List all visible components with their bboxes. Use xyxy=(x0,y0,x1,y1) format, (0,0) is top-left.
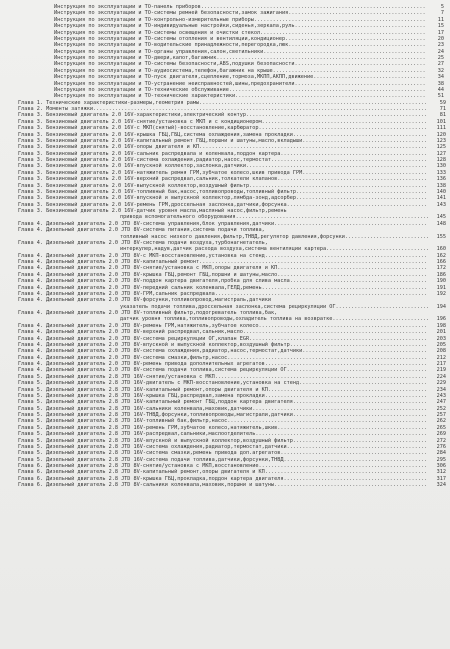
toc-entry-title: Глава 3. Бензиновый двигатель 2.0 16V-характеристики,электрический контур xyxy=(18,112,246,119)
toc-entry-page: 143 xyxy=(436,201,446,208)
toc-entry-title: Инструкция по эксплуатации и ТО-технические обслуживание xyxy=(54,86,229,93)
toc-entry-title: Глава 3. Бензиновый двигатель 2.0 16V-с МКП(снятый)-восстановление,карбюратор xyxy=(18,125,259,132)
toc-entry-page: 162 xyxy=(436,252,446,259)
toc-entry-page: 212 xyxy=(436,354,446,361)
toc-entry-page: 276 xyxy=(436,443,446,450)
toc-entry-page: 15 xyxy=(437,23,444,30)
dot-leader xyxy=(274,221,428,227)
toc-entry-title: Глава 5. Дизельный двигатель 2.8 JTD 16V-капитальный ремонт,опоры двигателя и КП xyxy=(18,386,268,393)
toc-entry-title: Инструкция по эксплуатации и ТО-аудиосистема,телефон,багажник на крыше xyxy=(54,67,273,74)
toc-entry-page: 324 xyxy=(436,482,446,489)
toc-entry-page: 120 xyxy=(436,131,446,138)
toc-entry-page: 186 xyxy=(436,271,446,278)
toc-entry-title: Глава 3. Бензиновый двигатель 2.0 16V-система охлаждения,радиатор,насос,термостат xyxy=(18,157,271,163)
toc-entry-title: Глава 3. Бензиновый двигатель 2.0 16V-впускной коллектор,заслонка,датчики xyxy=(18,163,246,170)
toc-entry-page: 257 xyxy=(436,412,446,418)
toc-entry-page: 24 xyxy=(437,48,444,55)
toc-entry-title: топливный насос низкого давления,фильтр,ТНВД,регулятор давления,форсунки xyxy=(120,233,345,240)
toc-entry-title: Глава 5. Дизельный двигатель 2.8 JTD 16V-распредвал,сальники,маслоотделитель xyxy=(18,431,256,438)
toc-entry-title: Глава 4. Дизельный двигатель 2.0 JTD 8V-система подачи топлива,система рециркуляции ОГ xyxy=(18,367,287,374)
toc-entry-page: 194 xyxy=(436,303,446,310)
toc-entry-title: Глава 2. Моменты затяжки xyxy=(18,106,93,112)
toc-entry-title: Глава 3. Бензиновый двигатель 2.0 16V-выпускной коллектор,воздушный фильтр xyxy=(18,182,250,189)
toc-entry-page: 136 xyxy=(436,176,446,183)
toc-entry-title: Инструкция по эксплуатации и ТО-контрольно-измерительные приборы xyxy=(54,16,254,23)
toc-entry-title: Глава 3. Бензиновый двигатель 2.0 16V-топливный бак,насос,топливопроводы,топливный фильтр xyxy=(18,188,296,195)
toc-entry-title: Инструкция по эксплуатации и ТО-пуск двигателя,сцепление,тормоза,МКПП,АКПП,движение xyxy=(54,74,314,81)
toc-entry-title: Глава 4. Дизельный двигатель 2.0 JTD 8V-форсунки,топливопровод,магистраль,датчики xyxy=(18,297,271,304)
toc-entry-page: 234 xyxy=(436,386,446,393)
toc-entry-title: Глава 3. Бензиновый двигатель 2.0 16V-крышка ГБЦ,ГБЦ,система охлаждения,замена прокладки xyxy=(18,131,293,138)
toc-entry-page: 141 xyxy=(436,195,446,202)
toc-entry-page: 191 xyxy=(436,284,446,291)
toc-entry-page: 133 xyxy=(436,169,446,176)
toc-entry-page: 128 xyxy=(436,157,446,163)
toc-entry-title: Глава 3. Бензиновый двигатель 2.0 16V-верхний распредвал,сальник,толкатели клапанов xyxy=(18,176,278,183)
toc-entry-title: Глава 4. Дизельный двигатель 2.0 JTD 8V-впускной и выпускной коллектор,воздушный фильтр xyxy=(18,341,290,348)
toc-entry-title: Глава 4. Дизельный двигатель 2.0 JTD 8V-передний сальник коленвала,ГЕЛД,ремень xyxy=(18,284,262,291)
toc-entry-title: Инструкция по эксплуатации и ТО-системы освещения и очистки стекол xyxy=(54,29,261,36)
toc-entry-title: Инструкция по эксплуатации и ТО-системы безопасности,ABS,подушки безопасности xyxy=(54,61,295,68)
toc-entry-page: 123 xyxy=(436,137,446,144)
toc-entry-page: 160 xyxy=(436,246,446,253)
toc-entry-page: 172 xyxy=(436,265,446,272)
toc-entry-page: 44 xyxy=(437,86,444,93)
toc-entry-page: 269 xyxy=(436,431,446,438)
toc-entry-title: Глава 3. Бензиновый двигатель 2.0 16V-сальник распредвала и коленвала,поддон картера xyxy=(18,150,281,157)
toc-entry-page: 192 xyxy=(436,290,446,297)
toc-entry-page: 190 xyxy=(436,278,446,285)
toc-entry-title: Глава 3. Бензиновый двигатель 2.0 16V-датчик уровня масла,масляный насос,фильтр,ремень xyxy=(18,208,287,214)
toc-entry-title: Глава 5. Дизельный двигатель 2.8 JTD 16V-крышка ГБЦ,распредвал,замена прокладки xyxy=(18,392,265,399)
toc-entry-page: 27 xyxy=(437,61,444,68)
dot-leader xyxy=(345,234,428,240)
toc-entry-title: Глава 5. Дизельный двигатель 2.8 JTD 16V-ТНВД,форсунки,топливопроводы,магистрали,датчики xyxy=(18,412,293,418)
toc-entry-title: Глава 4. Дизельный двигатель 2.0 JTD 8V-с МКП-восстановление,установка на стенд xyxy=(18,252,265,259)
toc-entry-page: 198 xyxy=(436,322,446,329)
toc-entry-title: Инструкция по эксплуатации и ТО-системы отопления и вентиляции,кондиционер xyxy=(54,35,286,42)
toc-entry-page: 20 xyxy=(437,35,444,42)
toc-entry-title: Инструкция по эксплуатации и ТО-водительские принадлежности,перегородка,люк xyxy=(54,42,289,49)
toc-entry-title: Глава 4. Дизельный двигатель 2.0 JTD 8V-система рециркуляции ОГ,клапан EGR xyxy=(18,335,250,342)
toc-entry xyxy=(0,482,450,488)
toc-entry-title: Глава 5. Дизельный двигатель 2.8 JTD 16V-система подачи топлива,датчики,форсунки,ТНВД xyxy=(18,456,284,463)
toc-entry-title: Глава 4. Дизельный двигатель 2.0 JTD 8V-топливный фильтр,подогреватель топлива,бак, xyxy=(18,310,278,316)
toc-entry-title: Глава 3. Бензиновый двигатель 2.0 16V-натяжитель ремня ГРМ,зубчатое колесо,шкив привода ГРМ xyxy=(18,169,303,176)
toc-entry-title: Глава 4. Дизельный двигатель 2.0 JTD 8V-система подачи воздуха,турбонагнетатель, xyxy=(18,239,268,246)
toc-entry-title: Глава 5. Дизельный двигатель 2.8 JTD 16V-впускной и выпускной коллектор,воздушный фильтр xyxy=(18,437,293,444)
toc-entry-title: Глава 5. Дизельный двигатель 2.8 JTD 16V-система смазки,ремень привода доп.агрегатов xyxy=(18,450,281,457)
toc-entry-page: 196 xyxy=(436,316,446,323)
toc-entry-title: Глава 4. Дизельный двигатель 2.0 JTD 8V-система смазки,фильтр,насос xyxy=(18,354,228,361)
toc-entry-page: 138 xyxy=(436,182,446,189)
toc-entry-page: 201 xyxy=(436,329,446,336)
toc-entry-page: 51 xyxy=(437,93,444,100)
toc-entry-page: 25 xyxy=(437,55,444,61)
toc-entry-title: Инструкция по эксплуатации и ТО-индивидуальные настройки,сиденья,зеркала,руль xyxy=(54,23,295,30)
toc-entry-title: Глава 6. Дизельный двигатель 2.8 JTD 8V-крышка ГБЦ,прокладка,поддон картера двигателя xyxy=(18,475,284,482)
toc-entry-page: 127 xyxy=(436,150,446,157)
toc-entry-page: 148 xyxy=(436,220,446,227)
dot-leader xyxy=(287,202,428,208)
toc-entry-page: 145 xyxy=(436,214,446,221)
toc-entry-title: Глава 4. Дизельный двигатель 2.0 JTD 8V-поддон картера двигателя,пробка для слива масла xyxy=(18,278,290,285)
toc-entry-page: 295 xyxy=(436,456,446,463)
toc-entry-title: Инструкция по эксплуатации и ТО-устранение неисправностей,шины,предохранители xyxy=(54,80,295,87)
toc-entry-page: 205 xyxy=(436,341,446,348)
toc-entry-title: Глава 4. Дизельный двигатель 2.0 JTD 8V-капитальный ремонт xyxy=(18,259,200,265)
toc-entry-page: 59 xyxy=(439,99,446,106)
toc-entry-title: привода вспомогательного оборудования xyxy=(120,214,236,221)
toc-entry-title: Глава 3. Бензиновый двигатель 2.0 16V-впускной и выпускной коллектор,лямбда-зонд,адсорбер xyxy=(18,195,296,202)
toc-entry-title: Глава 3. Бензиновый двигатель 2.0 16V-ремень ГРМ,дроссельная заслонка,датчики,форсунка xyxy=(18,201,287,208)
toc-entry-page: 111 xyxy=(436,125,446,132)
toc-entry-page: 312 xyxy=(436,469,446,476)
toc-entry-page: 284 xyxy=(436,450,446,457)
toc-entry-title: Инструкция по эксплуатации и ТО-органы управления,салон,светильники xyxy=(54,48,264,55)
toc-entry-title: Инструкция по эксплуатации и ТО-панель приборов xyxy=(54,4,201,10)
toc-entry-page: 140 xyxy=(436,188,446,195)
toc-entry-title: Глава 4. Дизельный двигатель 2.0 JTD 8V-система охлаждения,радиатор,насос,термостат,датчики xyxy=(18,348,303,355)
toc-entry-page: 306 xyxy=(436,463,446,469)
dot-leader xyxy=(336,304,429,310)
table-of-contents xyxy=(0,4,450,489)
toc-entry-page: 166 xyxy=(436,259,446,265)
toc-entry-title: Глава 1. Технические характеристики-размеры,геометрия рамы xyxy=(18,99,200,106)
toc-entry-page: 130 xyxy=(436,163,446,170)
toc-entry-page: 34 xyxy=(437,74,444,81)
toc-entry-page: 243 xyxy=(436,392,446,399)
toc-entry-title: Инструкция по эксплуатации и ТО-системы ремней безопасности,замок зажигания xyxy=(54,10,289,17)
toc-entry-page: 38 xyxy=(437,80,444,87)
toc-entry-title: датчик уровня топлива,топливопроводы,охладитель топлива на возвратке xyxy=(120,316,333,323)
toc-entry-title: Глава 4. Дизельный двигатель 2.0 JTD 8V-система питания,система подачи топлива, xyxy=(18,227,265,234)
toc-entry-title: Инструкция по эксплуатации и ТО-двери,капот,багажник xyxy=(54,55,217,61)
toc-entry-page: 229 xyxy=(436,380,446,387)
toc-entry-title: Глава 5. Дизельный двигатель 2.8 JTD 16V-топливный бак,фильтр,насос xyxy=(18,418,228,425)
toc-entry-page: 7 xyxy=(440,10,444,17)
toc-entry-title: Глава 5. Дизельный двигатель 2.8 JTD 16V-двигатель с МКП-восстановление,установка на стенд xyxy=(18,380,300,387)
toc-entry-page: 262 xyxy=(436,418,446,425)
toc-entry-title: Глава 5. Дизельный двигатель 2.8 JTD 16V-ремень ГРМ,зубчатое колесо,натяжитель,шкив xyxy=(18,424,278,431)
toc-entry-page: 252 xyxy=(436,405,446,412)
toc-entry-page: 219 xyxy=(436,367,446,374)
toc-entry-page: 265 xyxy=(436,424,446,431)
toc-entry-title: Глава 6. Дизельный двигатель 2.8 JTD 8V-капитальный ремонт,опоры двигателя и КП xyxy=(18,469,265,476)
toc-entry-page: 11 xyxy=(437,16,444,23)
toc-entry-page: 203 xyxy=(436,335,446,342)
toc-entry-page: 125 xyxy=(436,144,446,151)
toc-entry-page: 81 xyxy=(439,112,446,119)
toc-entry-title: Глава 4. Дизельный двигатель 2.0 JTD 8V-верхний распредвал,сальник,масло xyxy=(18,329,243,336)
toc-entry-title: Глава 4. Дизельный двигатель 2.0 JTD 8V-система управления,блок управления,датчики xyxy=(18,220,275,227)
toc-entry-title: Глава 5. Дизельный двигатель 2.8 JTD 16V-система охлаждения,радиатор,термостат,датчики xyxy=(18,443,287,450)
toc-entry-title: интеркулер,надув,датчик расхода воздуха,система вентиляции картера xyxy=(120,246,327,253)
toc-entry-title: Глава 4. Дизельный двигатель 2.0 JTD 8V-ремень привода дополнительных агрегатов xyxy=(18,361,265,367)
toc-entry-title: Глава 3. Бензиновый двигатель 2.0 16V-капитальный ремонт ГБЦ,поршни и шатуны,масло,вкладыши xyxy=(18,137,303,144)
toc-entry-page: 101 xyxy=(436,118,446,125)
toc-entry-page: 217 xyxy=(436,361,446,367)
toc-entry-page: 17 xyxy=(437,29,444,36)
toc-entry-title: Глава 3. Бензиновый двигатель 2.0 16V-опоры двигателя и КП xyxy=(18,144,200,151)
toc-entry-page: 317 xyxy=(436,475,446,482)
toc-entry-title: Глава 5. Дизельный двигатель 2.8 JTD 16V-капитальный ремонт ГБЦ,поддон картера двигателя xyxy=(18,399,293,406)
toc-entry-title: указатель подачи топлива,дроссельная заслонка,система рециркуляции ОГ xyxy=(120,303,336,310)
toc-entry-page: 71 xyxy=(439,106,446,112)
toc-entry-title: Глава 5. Дизельный двигатель 2.8 JTD 16V-снятие/установка с МКП xyxy=(18,373,215,380)
toc-entry-title: Глава 4. Дизельный двигатель 2.0 JTD 8V-снятие/установка с МКП,опоры двигателя и КП xyxy=(18,265,278,272)
toc-entry-title: Глава 6. Дизельный двигатель 2.8 JTD 8V-сальники коленвала,маховик,поршни и шатуны xyxy=(18,482,275,489)
toc-entry-title: Инструкция по эксплуатации и ТО-технические характеристики xyxy=(54,93,236,100)
toc-entry-page: 272 xyxy=(436,437,446,444)
toc-entry-title: Глава 4. Дизельный двигатель 2.0 JTD 8V-ГРМ,сальник распредвала xyxy=(18,290,215,297)
dot-leader xyxy=(274,482,428,488)
toc-entry-page: 247 xyxy=(436,399,446,406)
toc-entry-title: Глава 4. Дизельный двигатель 2.0 JTD 8V-крышка ГБЦ,ремонт ГБЦ,поршни и шатуны,масло xyxy=(18,271,278,278)
toc-entry-page: 155 xyxy=(436,233,446,240)
toc-entry-title: Глава 5. Дизельный двигатель 2.8 JTD 16V-сальники коленвала,маховик,датчики xyxy=(18,405,253,412)
toc-entry-page: 32 xyxy=(437,67,444,74)
toc-entry-title: Глава 3. Бензиновый двигатель 2.0 16V-снятие/установка с МКП и с кондиционером xyxy=(18,118,262,125)
toc-entry-page: 5 xyxy=(440,4,444,10)
toc-entry-title: Глава 6. Дизельный двигатель 2.8 JTD 8V-снятие/установка с МКП,восстановление xyxy=(18,463,259,469)
toc-entry-title: Глава 4. Дизельный двигатель 2.0 JTD 8V-ремень ГРМ,натяжитель,зубчатое колесо xyxy=(18,322,259,329)
toc-entry-page: 23 xyxy=(437,42,444,49)
toc-entry-page: 224 xyxy=(436,373,446,380)
toc-entry-page: 208 xyxy=(436,348,446,355)
